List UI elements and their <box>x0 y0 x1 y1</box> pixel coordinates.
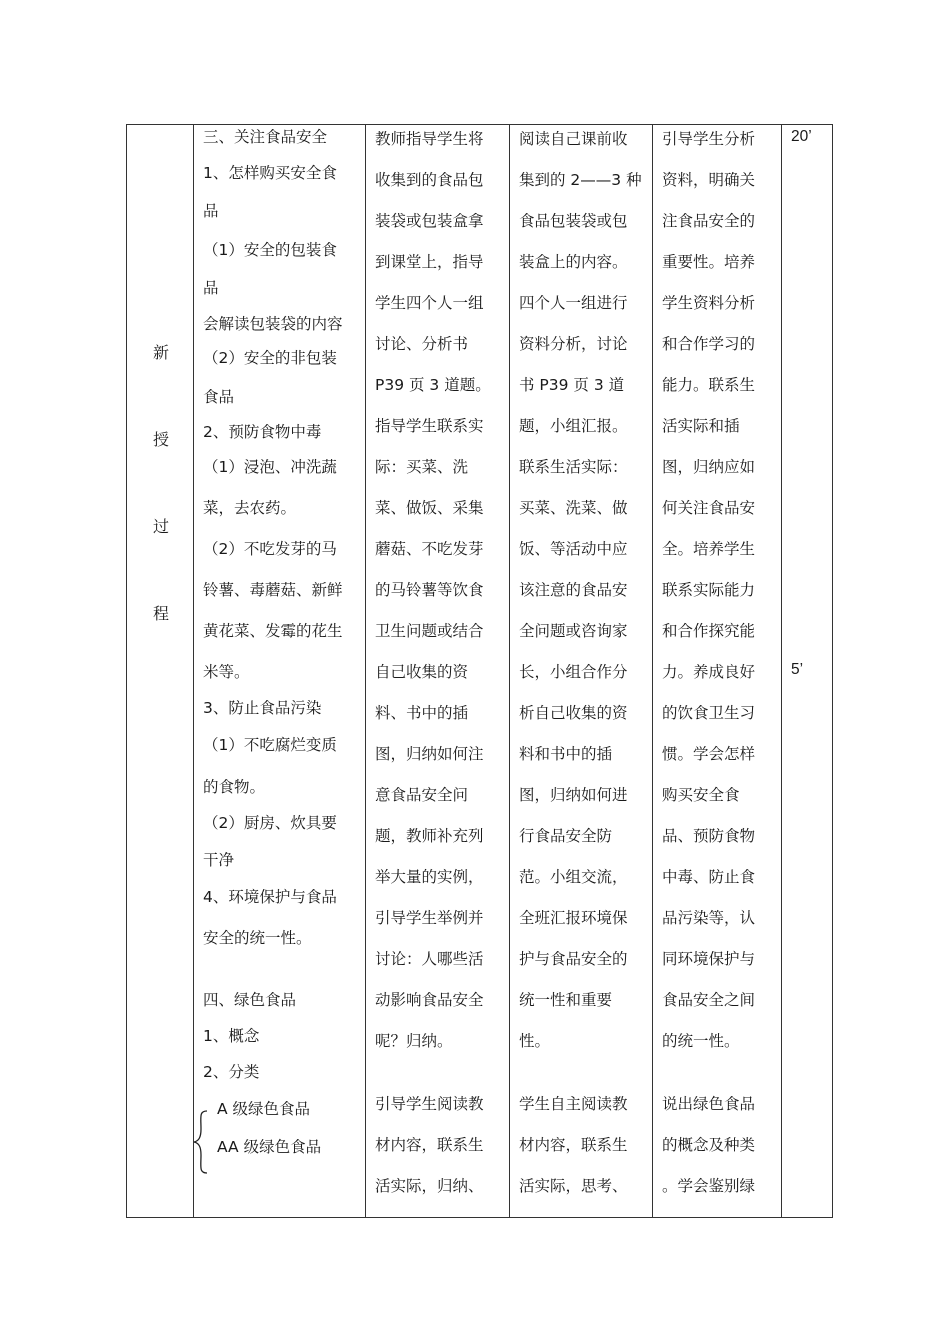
intent-line: 购买安全食 <box>662 786 740 804</box>
content-line: （2）厨房、炊具要 <box>203 814 337 832</box>
content-line: 2、分类 <box>203 1063 260 1081</box>
student-line: 性。 <box>519 1032 551 1050</box>
section-label-char: 新 <box>152 343 169 362</box>
intent-line: 食品安全之间 <box>662 991 756 1009</box>
section-label-char: 程 <box>152 604 169 623</box>
teacher-line: 指导学生联系实 <box>375 417 484 435</box>
content-line: 干净 <box>203 851 235 869</box>
teacher-line: 题，教师补充列 <box>375 827 484 845</box>
teacher-line: 活实际，归纳、 <box>375 1177 484 1195</box>
content-line: 1、概念 <box>203 1027 260 1045</box>
column-divider <box>652 125 653 1217</box>
teacher-line: 卫生问题或结合 <box>375 622 484 640</box>
student-activity-cell <box>519 119 649 1207</box>
teacher-line: 到课堂上，指导 <box>375 253 484 271</box>
section-label-char: 过 <box>152 517 169 536</box>
content-line: 品 <box>203 202 219 220</box>
content-line: 铃薯、毒蘑菇、新鲜 <box>203 581 343 599</box>
student-line: 阅读自己课前收 <box>519 130 628 148</box>
teacher-line: 装袋或包装盒拿 <box>375 212 484 230</box>
student-line: 活实际，思考、 <box>519 1177 628 1195</box>
intent-gap <box>662 1062 782 1084</box>
teacher-line: 料、书中的插 <box>375 704 469 722</box>
content-line: 3、防止食品污染 <box>203 699 322 717</box>
content-line: （2）安全的非包装 <box>203 349 337 367</box>
student-line: 集到的 2——3 种 <box>519 171 642 189</box>
intent-line: 的饮食卫生习 <box>662 704 756 722</box>
content-line: 会解读包装袋的内容 <box>203 315 343 333</box>
intent-line: 和合作学习的 <box>662 335 756 353</box>
student-line: 长，小组合作分 <box>519 663 628 681</box>
student-line: 行食品安全防 <box>519 827 613 845</box>
intent-line: 力。养成良好 <box>662 663 756 681</box>
student-line: 图，归纳如何进 <box>519 786 628 804</box>
intent-line: 能力。联系生 <box>662 376 756 394</box>
time-value: 20’ <box>791 128 812 145</box>
lesson-table <box>126 124 833 1218</box>
teacher-line: P39 页 3 道题。 <box>375 376 491 394</box>
content-line: 4、环境保护与食品 <box>203 888 337 906</box>
content-line: （2）不吃发芽的马 <box>203 540 337 558</box>
intent-line: 的概念及种类 <box>662 1136 756 1154</box>
content-line: （1）不吃腐烂变质 <box>203 736 337 754</box>
teacher-line: 自己收集的资 <box>375 663 469 681</box>
brace-icon <box>193 1109 209 1175</box>
student-line: 买菜、洗菜、做 <box>519 499 628 517</box>
content-line: 黄花菜、发霉的花生 <box>203 622 343 640</box>
intent-line: 重要性。培养 <box>662 253 756 271</box>
student-line: 联系生活实际： <box>519 458 628 476</box>
intent-line: 中毒、防止食 <box>662 868 756 886</box>
student-line: 全问题或咨询家 <box>519 622 628 640</box>
teacher-line: 引导学生阅读教 <box>375 1095 484 1113</box>
teacher-line: 引导学生举例并 <box>375 909 484 927</box>
intent-line: 品、预防食物 <box>662 827 756 845</box>
content-line: AA 级绿色食品 <box>217 1138 322 1156</box>
teacher-line: 动影响食品安全 <box>375 991 484 1009</box>
teacher-line: 图，归纳如何注 <box>375 745 484 763</box>
student-line: 该注意的食品安 <box>519 581 628 599</box>
intent-line: 学生资料分析 <box>662 294 756 312</box>
teacher-gap <box>375 1062 505 1084</box>
intent-line: 图，归纳应如 <box>662 458 756 476</box>
column-divider <box>365 125 366 1217</box>
teacher-line: 蘑菇、不吃发芽 <box>375 540 484 558</box>
intent-line: 联系实际能力 <box>662 581 756 599</box>
content-line: （1）安全的包装食 <box>203 241 337 259</box>
content-line: A 级绿色食品 <box>217 1100 311 1118</box>
teacher-line: 际：买菜、洗 <box>375 458 469 476</box>
teacher-line: 的马铃薯等饮食 <box>375 581 484 599</box>
student-line: 材内容，联系生 <box>519 1136 628 1154</box>
time-value: 5’ <box>791 661 804 678</box>
intent-line: 引导学生分析 <box>662 130 756 148</box>
column-divider <box>509 125 510 1217</box>
student-line: 范。小组交流， <box>519 868 628 886</box>
content-line: 四、绿色食品 <box>203 991 297 1009</box>
section-label-char: 授 <box>152 430 169 449</box>
student-line: 装盒上的内容。 <box>519 253 628 271</box>
column-divider <box>193 125 194 1217</box>
time-cell <box>791 119 831 690</box>
student-line: 饭、等活动中应 <box>519 540 628 558</box>
design-intent-cell <box>662 119 782 1207</box>
teacher-line: 讨论、分析书 <box>375 335 469 353</box>
teacher-line: 学生四个人一组 <box>375 294 484 312</box>
student-line: 资料分析，讨论 <box>519 335 628 353</box>
intent-line: 的统一性。 <box>662 1032 740 1050</box>
content-line: 品 <box>203 279 219 297</box>
intent-line: 品污染等，认 <box>662 909 756 927</box>
intent-line: 资料，明确关 <box>662 171 756 189</box>
content-line: 三、关注食品安全 <box>203 128 328 146</box>
student-line: 全班汇报环境保 <box>519 909 628 927</box>
student-line: 护与食品安全的 <box>519 950 628 968</box>
student-line: 题，小组汇报。 <box>519 417 628 435</box>
intent-line: 惯。学会怎样 <box>662 745 756 763</box>
student-line: 书 P39 页 3 道 <box>519 376 625 394</box>
content-line: （1）浸泡、冲洗蔬 <box>203 458 337 476</box>
student-line: 四个人一组进行 <box>519 294 628 312</box>
teacher-activity-cell <box>375 119 505 1207</box>
content-cell <box>203 119 363 1166</box>
teacher-line: 呢？归纳。 <box>375 1032 453 1050</box>
content-line: 米等。 <box>203 663 250 681</box>
content-line: 的食物。 <box>203 778 266 796</box>
intent-line: 何关注食品安 <box>662 499 756 517</box>
content-line: 食品 <box>203 388 235 406</box>
intent-line: 活实际和插 <box>662 417 740 435</box>
intent-line: 和合作探究能 <box>662 622 756 640</box>
teacher-line: 菜、做饭、采集 <box>375 499 484 517</box>
teacher-line: 讨论：人哪些活 <box>375 950 484 968</box>
content-gap <box>203 964 363 982</box>
teacher-line: 收集到的食品包 <box>375 171 484 189</box>
student-line: 统一性和重要 <box>519 991 613 1009</box>
student-line: 析自己收集的资 <box>519 704 628 722</box>
teacher-line: 举大量的实例， <box>375 868 484 886</box>
student-line: 学生自主阅读教 <box>519 1095 628 1113</box>
intent-line: 全。培养学生 <box>662 540 756 558</box>
intent-line: 注食品安全的 <box>662 212 756 230</box>
student-line: 料和书中的插 <box>519 745 613 763</box>
teacher-line: 意食品安全问 <box>375 786 469 804</box>
content-line: 安全的统一性。 <box>203 929 312 947</box>
student-line: 食品包装袋或包 <box>519 212 628 230</box>
intent-line: 。学会鉴别绿 <box>662 1177 756 1195</box>
intent-line: 同环境保护与 <box>662 950 756 968</box>
student-gap <box>519 1062 649 1084</box>
intent-line: 说出绿色食品 <box>662 1095 756 1113</box>
section-label-cell <box>147 309 175 657</box>
teacher-line: 材内容，联系生 <box>375 1136 484 1154</box>
content-line: 2、预防食物中毒 <box>203 423 322 441</box>
teacher-line: 教师指导学生将 <box>375 130 484 148</box>
content-line: 菜，去农药。 <box>203 499 297 517</box>
content-line: 1、怎样购买安全食 <box>203 164 337 182</box>
